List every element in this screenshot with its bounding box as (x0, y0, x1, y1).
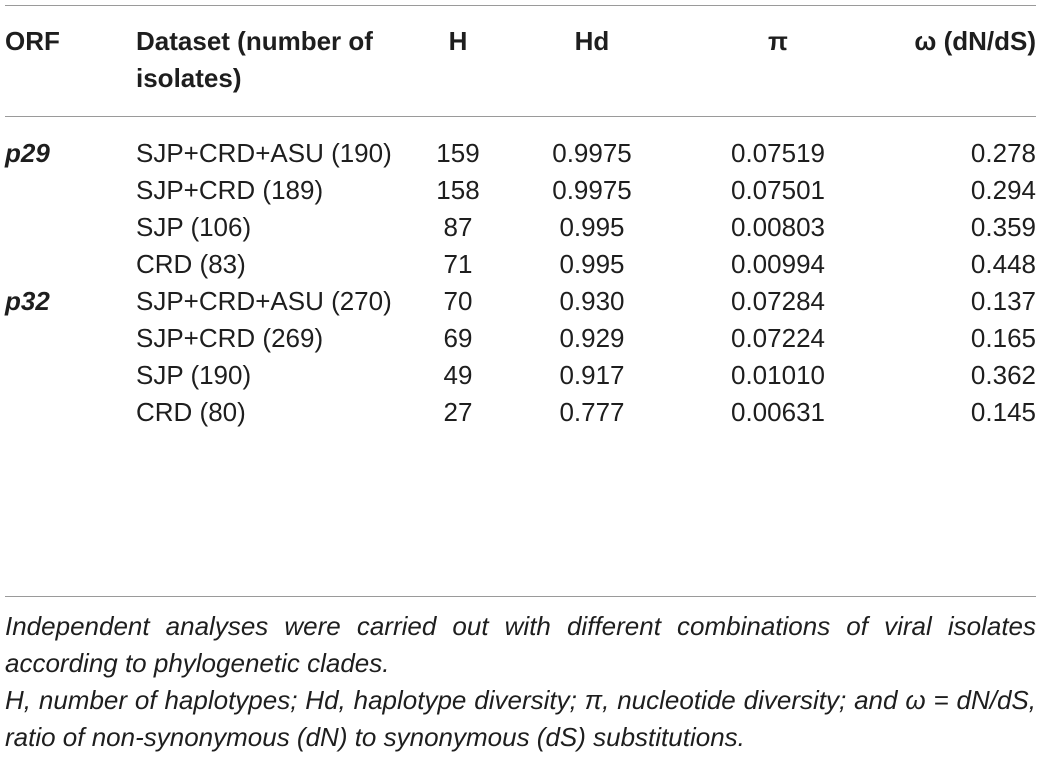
header-h: H (448, 26, 468, 56)
cell-hd: 0.9975 (552, 175, 632, 205)
cell-orf (5, 209, 136, 246)
header-pi: π (768, 26, 788, 56)
header-dataset: Dataset (number of isolates) (136, 26, 373, 93)
table-row (5, 209, 1036, 246)
cell-dataset: SJP (106) (136, 212, 252, 242)
cell-orf (5, 320, 136, 357)
table-footnote-1: Independent analyses were carried out with different combinations of viral isolates according to phylogenetic clades. (5, 611, 1036, 678)
cell-dataset: SJP (190) (136, 360, 252, 390)
cell-dataset: SJP+CRD+ASU (270) (136, 286, 392, 316)
cell-omega: 0.294 (970, 175, 1036, 205)
cell-pi: 0.00994 (731, 249, 825, 279)
cell-hd: 0.9975 (552, 138, 632, 168)
cell-orf (5, 357, 136, 394)
table-header-row (5, 0, 1036, 112)
cell-pi: 0.00631 (731, 397, 825, 427)
cell-h: 158 (436, 175, 480, 205)
table-bottom-rule (5, 596, 1036, 597)
cell-omega: 0.165 (970, 323, 1036, 353)
header-hd: Hd (574, 26, 610, 56)
data-table (5, 0, 1036, 431)
table-row (5, 172, 1036, 209)
cell-h: 49 (443, 360, 473, 390)
cell-hd: 0.777 (559, 397, 625, 427)
cell-h: 71 (443, 249, 473, 279)
cell-hd: 0.917 (559, 360, 625, 390)
cell-omega: 0.448 (970, 249, 1036, 279)
cell-orf: p32 (5, 286, 50, 316)
cell-h: 159 (436, 138, 480, 168)
header-orf: ORF (5, 26, 60, 56)
table-row (5, 112, 1036, 172)
header-omega: ω (dN/dS) (914, 26, 1036, 56)
table-footnote-2: H, number of haplotypes; Hd, haplotype diversity; π, nucleotide diversity; and ω = dN/dS, ratio of non-synonymous (dN) to synonymous (dS) substitutions. (5, 685, 1036, 752)
cell-hd: 0.995 (559, 212, 625, 242)
table-row (5, 357, 1036, 394)
cell-hd: 0.930 (559, 286, 625, 316)
cell-orf (5, 172, 136, 209)
cell-omega: 0.359 (970, 212, 1036, 242)
cell-hd: 0.995 (559, 249, 625, 279)
cell-hd: 0.929 (559, 323, 625, 353)
cell-orf (5, 394, 136, 431)
cell-dataset: SJP+CRD (189) (136, 175, 324, 205)
cell-pi: 0.00803 (731, 212, 825, 242)
table-row (5, 283, 1036, 320)
cell-pi: 0.07519 (731, 138, 825, 168)
cell-omega: 0.362 (970, 360, 1036, 390)
cell-omega: 0.278 (970, 138, 1036, 168)
cell-pi: 0.07501 (731, 175, 825, 205)
table-row (5, 394, 1036, 431)
cell-h: 70 (443, 286, 473, 316)
cell-h: 87 (443, 212, 473, 242)
cell-pi: 0.07284 (731, 286, 825, 316)
cell-dataset: CRD (80) (136, 397, 246, 427)
cell-omega: 0.137 (970, 286, 1036, 316)
cell-h: 27 (443, 397, 473, 427)
cell-dataset: SJP+CRD (269) (136, 323, 324, 353)
table-row (5, 320, 1036, 357)
cell-h: 69 (443, 323, 473, 353)
cell-dataset: SJP+CRD+ASU (190) (136, 138, 392, 168)
cell-omega: 0.145 (970, 397, 1036, 427)
cell-orf: p29 (5, 138, 50, 168)
table-row (5, 246, 1036, 283)
cell-orf (5, 246, 136, 283)
cell-pi: 0.07224 (731, 323, 825, 353)
cell-dataset: CRD (83) (136, 249, 246, 279)
cell-pi: 0.01010 (731, 360, 825, 390)
